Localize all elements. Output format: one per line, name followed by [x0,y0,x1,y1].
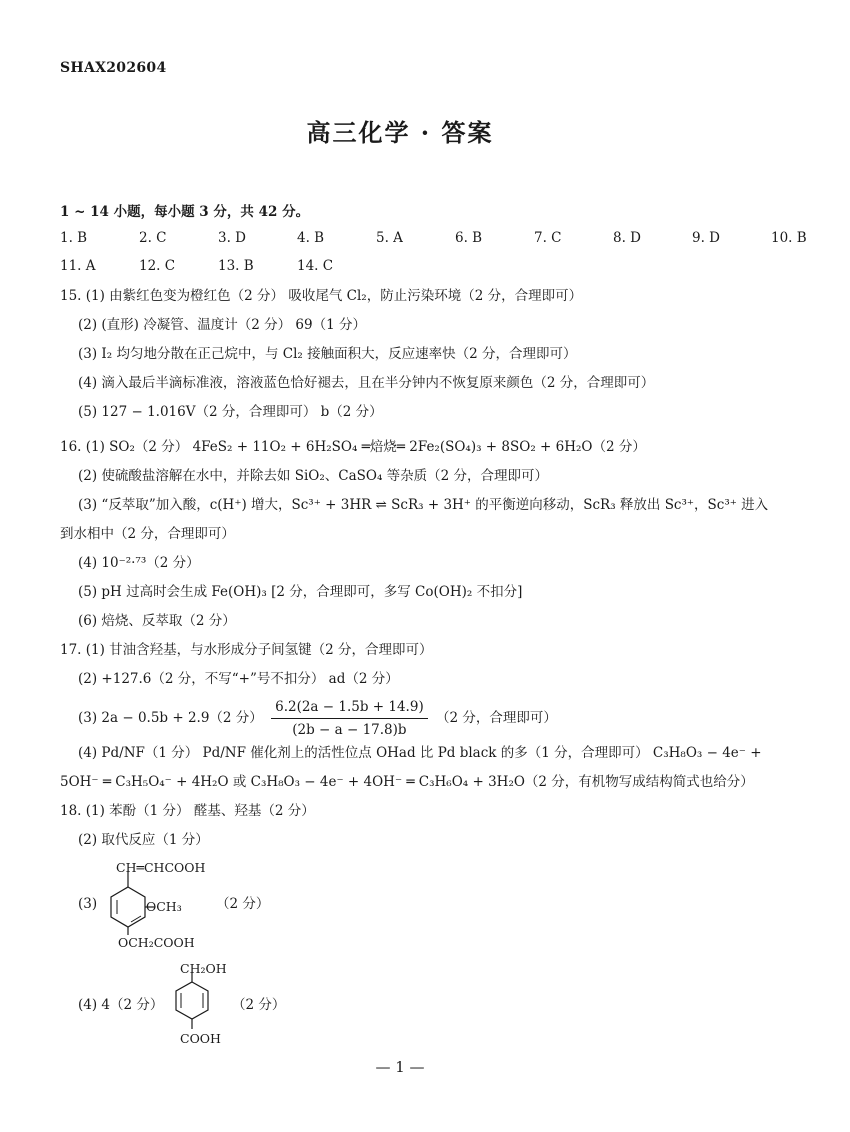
mc-answer: 2. C [139,230,167,246]
q17-line-3 [78,697,557,740]
q15-line-4: (4) 滴入最后半滴标准液，溶液蓝色恰好褪去，且在半分钟内不恢复原来颜色（2 分，合理即可） [78,375,655,391]
q15-line-1: 15. (1) 由紫红色变为橙红色（2 分） 吸收尾气 Cl₂，防止污染环境（2 分，合理即可） [60,288,583,304]
q18-4-score: （2 分） [232,997,286,1013]
mc-answer: 8. D [613,230,641,246]
mc-answer: 1. B [60,230,88,246]
mc-answer: 12. C [139,258,176,274]
mc-answer: 3. D [218,230,246,246]
mc-answers-row-2 [60,258,376,274]
mc-answer: 9. D [692,230,720,246]
mc-answer: 6. B [455,230,483,246]
paper-code: SHAX202604 [60,60,167,76]
mc-intro: 1 ~ 14 小题，每小题 3 分，共 42 分。 [60,204,310,220]
q18-3-score: （2 分） [216,896,270,912]
page-title: 高三化学 · 答案 [306,118,494,147]
q16-line-5: (5) pH 过高时会生成 Fe(OH)₃ [2 分，合理即可，多写 Co(OH)₂ 不扣分] [78,584,523,600]
mc-answer: 14. C [297,258,334,274]
structure-3-top-group: CH═CHCOOH [116,860,206,875]
page-number: — 1 — [375,1058,425,1076]
q16-line-3-cont: 到水相中（2 分，合理即可） [60,526,235,542]
structure-4-bottom-group: COOH [180,1031,221,1046]
mc-answer: 10. B [771,230,807,246]
q16-line-4: (4) 10⁻²·⁷³（2 分） [78,555,200,571]
q16-line-2: (2) 使硫酸盐溶解在水中，并除去如 SiO₂、CaSO₄ 等杂质（2 分，合理即可） [78,468,549,484]
q17-3-fraction [271,697,428,740]
mc-answer: 5. A [376,230,403,246]
q18-line-2: (2) 取代反应（1 分） [78,832,209,848]
q18-line-3-label: (3) [78,896,98,912]
q16-line-3: (3) “反萃取”加入酸，c(H⁺) 增大，Sc³⁺ + 3HR ⇌ ScR₃ + 3H⁺ 的平衡逆向移动，ScR₃ 释放出 Sc³⁺，Sc³⁺ 进入 [78,497,769,513]
mc-answer: 11. A [60,258,96,274]
q15-line-5: (5) 127 − 1.016V（2 分，合理即可） b（2 分） [78,404,383,420]
structure-4-top-group: CH₂OH [180,961,227,976]
fraction-numerator: 6.2(2a − 1.5b + 14.9) [271,697,428,719]
mc-answer: 4. B [297,230,325,246]
structure-3-right-group: OCH₃ [146,899,182,914]
q16-line-6: (6) 焙烧、反萃取（2 分） [78,613,236,629]
mc-answer: 7. C [534,230,562,246]
q15-line-2: (2) (直形) 冷凝管、温度计（2 分） 69（1 分） [78,317,366,333]
q17-line-4: (4) Pd/NF（1 分） Pd/NF 催化剂上的活性位点 OHad 比 Pd black 的多（1 分，合理即可） C₃H₈O₃ − 4e⁻ + [78,745,762,761]
structure-3-bottom-group: OCH₂COOH [118,935,195,950]
q15-line-3: (3) I₂ 均匀地分散在正己烷中，与 Cl₂ 接触面积大，反应速率快（2 分，合理即可） [78,346,577,362]
q18-line-4-label: (4) 4（2 分） [78,997,164,1013]
q18-line-1: 18. (1) 苯酚（1 分） 醛基、羟基（2 分） [60,803,315,819]
mc-answer: 13. B [218,258,254,274]
q17-line-4-cont: 5OH⁻ ═ C₃H₅O₄⁻ + 4H₂O 或 C₃H₈O₃ − 4e⁻ + 4OH⁻ ═ C₃H₆O₄ + 3H₂O（2 分，有机物写成结构简式也给分） [60,774,754,790]
q17-line-2: (2) +127.6（2 分，不写“+”号不扣分） ad（2 分） [78,671,399,687]
fraction-denominator: (2b − a − 17.8)b [292,722,407,738]
q17-line-1: 17. (1) 甘油含羟基，与水形成分子间氢键（2 分，合理即可） [60,642,433,658]
q17-3-expression: (3) 2a − 0.5b + 2.9（2 分） [78,710,263,726]
mc-answers-row-1 [60,230,850,246]
q16-line-1: 16. (1) SO₂（2 分） 4FeS₂ + 11O₂ + 6H₂SO₄ ═焙烧═ 2Fe₂(SO₄)₃ + 8SO₂ + 6H₂O（2 分） [60,439,646,455]
q17-3-score: （2 分，合理即可） [436,710,557,726]
